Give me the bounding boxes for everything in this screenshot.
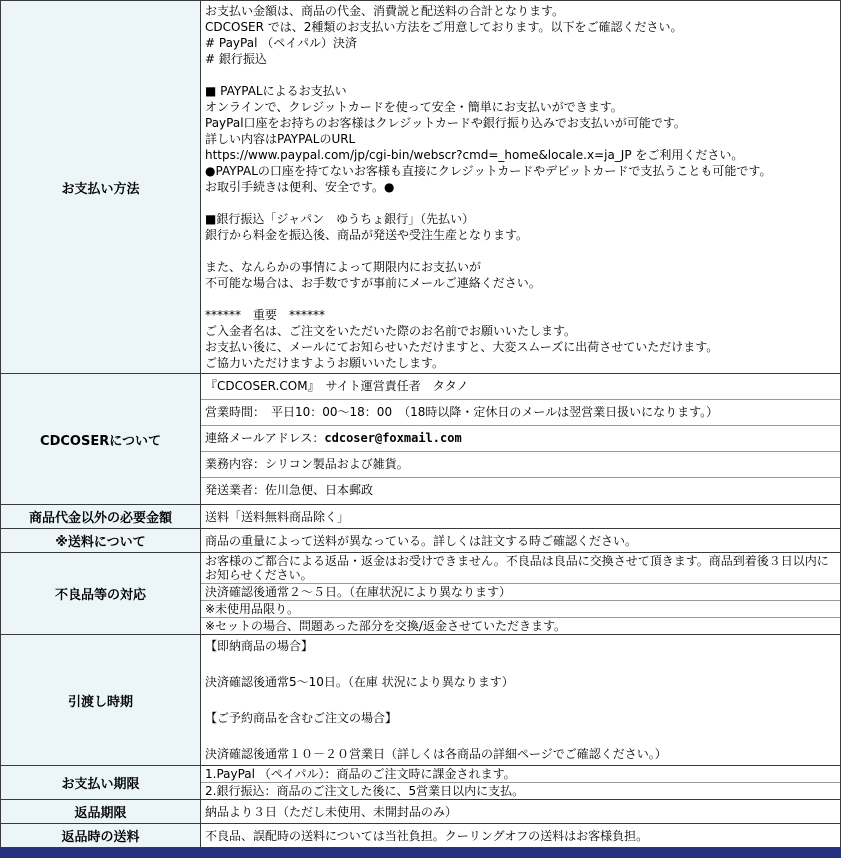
row-fee [1,505,841,529]
about-carrier-line: 発送業者：佐川急便、日本郵政 [205,483,374,497]
content-line: 詳しい内容はPAYPALのURL [205,132,356,146]
row-header-shipping: ※送料について [1,529,201,553]
content-line: ■銀行振込「ジャパン ゆうちょ銀行」（先払い） [205,212,475,226]
row-return-shipping [1,824,841,848]
content-line: 送料「送料無料商品除く」 [205,509,350,524]
content-line: オンラインで、クレジットカードを使って安全・簡単にお支払いができます。 [205,100,623,114]
about-hours-line: 営業時間： 平日10：00～18：00 （18時以降・定休日のメールは翌営業日扱いになります。） [201,400,840,426]
delivery-content [201,635,841,766]
content-line: また、なんらかの事情によって期限内にお支払いが [205,260,482,274]
row-header-about: CDCOSERについて [1,374,201,505]
email-address: cdcoser@foxmail.com [324,431,462,445]
defect-exchange-time-line: 決済確認後通常２～５日。（在庫状況により異なります） [201,584,840,601]
content-line: ご入金者名は、ご注文をいただいた際のお名前でお願いいたします。 [205,324,577,338]
deadline-bank-line: 2.銀行振込：商品のご注文した後に、5営業日以内に支払。 [205,784,525,798]
shipping-content [201,529,841,553]
blank-line [205,195,836,211]
content-line: 不良品、誤配時の送料については当社負担。クーリングオフの送料はお客様負担。 [205,828,649,843]
content-line: 商品の重量によって送料が異なっている。詳しくは註文する時ご確認ください。 [205,533,638,548]
content-line: ●PAYPALの口座を持てないお客様も直接にクレジットカードやデビットカードで支払うことも可能です。 [205,164,772,178]
content-line: お支払い金額は、商品の代金、消費説と配送料の合計となります。 [205,4,565,18]
email-label: 連絡メールアドレス： [205,431,325,445]
row-payment [1,1,841,374]
row-header-return-period: 返品期限 [1,800,201,824]
row-header-payment: お支払い方法 [1,1,201,374]
deadline-content [201,766,841,800]
blank-line [205,655,836,673]
content-line: 決済確認後通常5～10日。（在庫 状況により異なります） [205,675,514,689]
deadline-paypal-line: 1.PayPal （ペイパル）：商品のご注文時に課金されます。 [201,766,840,783]
content-line: 不可能な場合は、お手数ですが事前にメールご連絡ください。 [205,276,541,290]
content-line: ■ PAYPALによるお支払い [205,84,347,98]
row-header-defect: 不良品等の対応 [1,553,201,635]
paypal-url-text: https://www.paypal.com/jp/cgi-bin/webscr?cmd=_home&locale.x=ja_JP をご利用ください。 [205,148,744,162]
row-deadline [1,766,841,800]
about-operator-line: 『CDCOSER.COM』 サイト運営責任者 タタノ [201,374,840,400]
content-line: PayPal口座をお持ちのお客様はクレジットカードや銀行振り込みでお支払いが可能です。 [205,116,686,130]
row-defect [1,553,841,635]
row-header-return-shipping: 返品時の送料 [1,824,201,848]
blank-line [205,243,836,259]
content-line: お支払い後に、メールにてお知らせいただけますと、大変スムーズに出荷させていただけます。 [205,340,719,354]
content-line: CDCOSER では、2種類のお支払い方法をご用意しております。以下をご確認ください。 [205,20,683,34]
row-header-deadline: お支払い期限 [1,766,201,800]
content-line: 納品より３日（ただし未使用、未開封品のみ） [205,804,458,819]
payment-content [201,1,841,374]
return-shipping-content [201,824,841,848]
row-header-delivery: 引渡し時期 [1,635,201,766]
content-line: # 銀行振込 [205,52,267,66]
blank-line [205,727,836,745]
about-content [201,374,841,505]
content-line: ご協力いただけますようお願いいたします。 [205,356,445,370]
blank-line [205,691,836,709]
defect-unused-line: ※未使用品限り。 [201,601,840,618]
content-line: お取引手続きは便利、安全です。● [205,180,395,194]
row-delivery [1,635,841,766]
footer-bar [0,848,841,858]
content-line: 【ご予約商品を含むご注文の場合】 [205,711,398,725]
row-shipping [1,529,841,553]
row-header-fee: 商品代金以外の必要金額 [1,505,201,529]
content-line: 【即納商品の場合】 [205,639,314,653]
content-line: 決済確認後通常１０－２０営業日（詳しくは各商品の詳細ページでご確認ください。） [205,747,667,761]
defect-policy-line: お客様のご都合による返品・返金はお受けできません。不良品は良品に交換させて頂きます。商品到着後３日以内にお知らせください。 [201,553,840,584]
about-email-line [201,426,840,452]
content-line: 銀行から料金を振込後、商品が発送や受注生産となります。 [205,228,529,242]
defect-set-line: ※セットの場合、問題あった部分を交換/返金させていただきます。 [205,619,567,633]
fee-content [201,505,841,529]
blank-line [205,67,836,83]
defect-content [201,553,841,635]
row-about [1,374,841,505]
content-line: # PayPal （ペイパル）決済 [205,36,357,50]
row-return-period [1,800,841,824]
about-business-line: 業務内容：シリコン製品および雑貨。 [201,452,840,478]
blank-line [205,291,836,307]
important-marker-line: ****** 重要 ****** [205,308,326,322]
return-period-content [201,800,841,824]
